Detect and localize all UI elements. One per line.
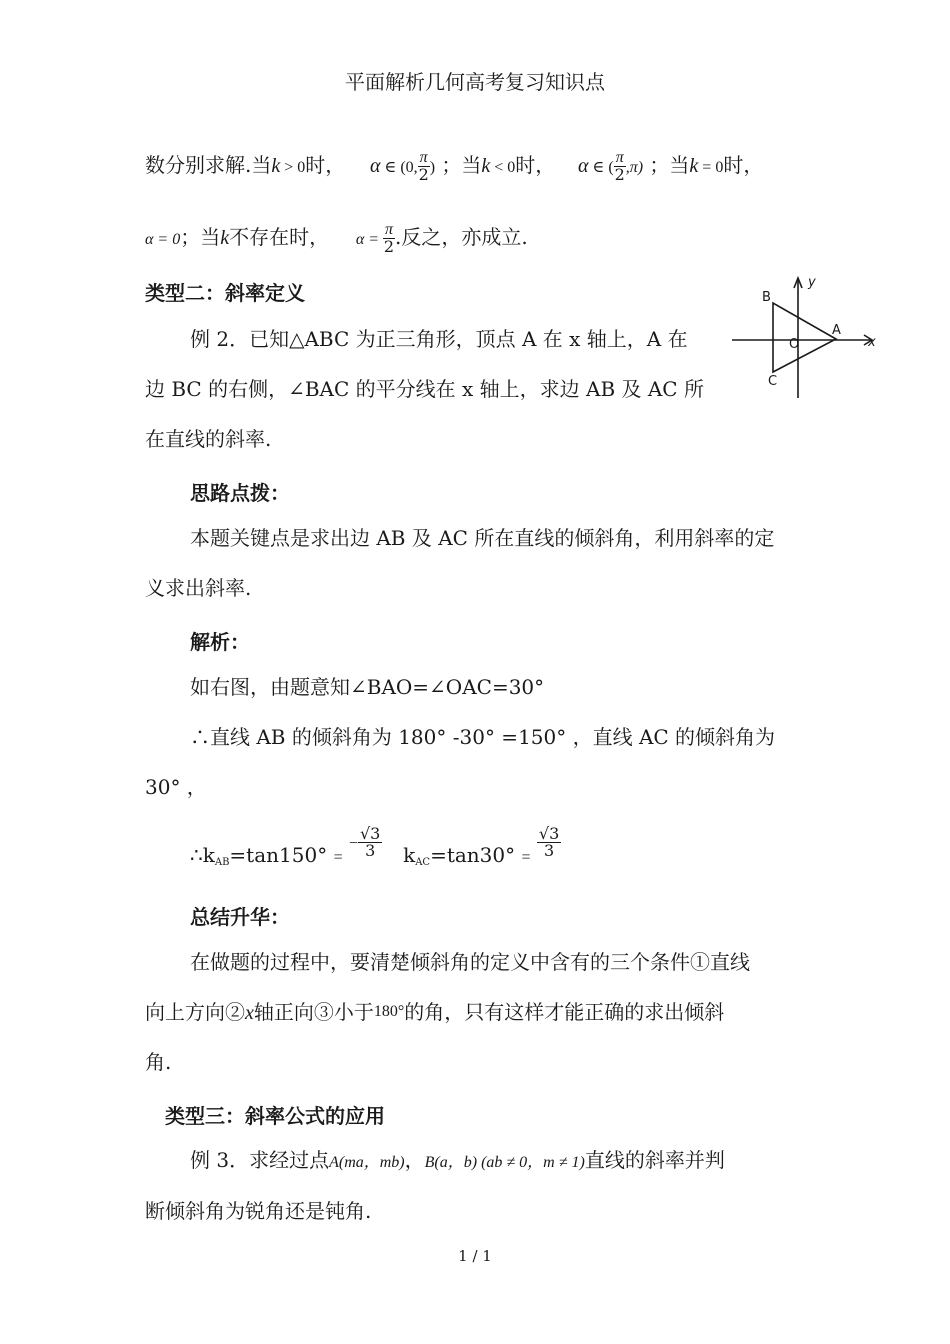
text-segment: ；当	[180, 225, 221, 249]
summary-title: 总结升华：	[190, 905, 290, 929]
example3-line1	[190, 1148, 725, 1175]
text-segment: 时，	[515, 153, 556, 177]
text-segment: =tan30°	[430, 843, 522, 867]
fraction-pi-over-2: $\frac{\pi}{2}$	[614, 149, 625, 184]
page-number: 1 / 1	[458, 1247, 492, 1265]
example2-line3: 在直线的斜率.	[145, 427, 272, 451]
text-segment: ；当	[441, 153, 482, 177]
text-segment: ∴k	[190, 843, 215, 867]
math-alpha: α	[578, 155, 589, 177]
math-close: ,π)	[625, 159, 644, 176]
section-title-type3: 类型三：斜率公式的应用	[165, 1104, 385, 1128]
text-line-2	[145, 212, 528, 265]
subscript-ac: AC	[415, 857, 431, 868]
math-close: )	[429, 159, 436, 176]
math-gt0: > 0	[280, 159, 306, 176]
math-alpha-eq: α =	[355, 231, 384, 248]
triangle-figure	[728, 268, 878, 403]
section-title-type2: 类型二：斜率定义	[145, 281, 305, 305]
math-x: x	[245, 1002, 254, 1024]
math-k: k	[220, 227, 230, 249]
text-line-1	[145, 140, 763, 193]
slope-formula-line	[190, 822, 561, 885]
fraction-pi-over-2: $\frac{\pi}{2}$	[418, 149, 429, 184]
text-segment: ，	[404, 1148, 425, 1172]
label-a: A	[832, 323, 841, 338]
text-segment: 例 3．求经过点	[190, 1148, 330, 1172]
analysis-line1: 如右图，由题意知∠BAO=∠OAC=30°	[190, 675, 545, 699]
example2-line1: 例 2．已知△ABC 为正三角形，顶点 A 在 x 轴上，A 在	[190, 327, 688, 351]
math-k: k	[689, 155, 699, 177]
text-segment: 的角，只有这样才能正确的求出倾斜	[404, 1000, 725, 1024]
math-k: k	[481, 155, 491, 177]
math-eq0: = 0	[698, 159, 724, 176]
text-segment: .反之，亦成立.	[395, 225, 528, 249]
summary-line1: 在做题的过程中，要清楚倾斜角的定义中含有的三个条件①直线	[190, 950, 750, 974]
math-interval: ∈ (0,	[380, 159, 418, 176]
text-segment: 向上方向②	[145, 1000, 245, 1024]
math-point-a: A(ma，mb)	[329, 1154, 405, 1171]
label-c: C	[768, 374, 778, 389]
fraction-sqrt3-over-3: $\frac{√3}{3}$	[359, 824, 381, 860]
math-point-b: B(a，b) (ab ≠ 0，m ≠ 1)	[424, 1154, 585, 1171]
fraction-pi-over-2: $\frac{\pi}{2}$	[383, 221, 395, 256]
text-segment: ；当	[649, 153, 690, 177]
text-segment: 轴正向③小于	[253, 1000, 374, 1024]
summary-line3: 角.	[145, 1050, 172, 1074]
math-eq: =	[521, 849, 531, 866]
text-segment: 直线的斜率并判	[584, 1148, 725, 1172]
math-180-degrees: 180°	[373, 1003, 405, 1020]
text-segment: 不存在时，	[229, 225, 330, 249]
example3-line2: 断倾斜角为锐角还是钝角.	[145, 1199, 372, 1223]
hint-title: 思路点拨：	[190, 481, 290, 505]
fraction-sqrt3-over-3: $\frac{√3}{3}$	[538, 824, 560, 860]
example2-line2: 边 BC 的右侧，∠BAC 的平分线在 x 轴上，求边 AB 及 AC 所	[145, 377, 704, 401]
summary-line2	[145, 1000, 724, 1025]
math-k: k	[271, 155, 281, 177]
math-alpha-eq0: α = 0	[145, 231, 181, 248]
label-b: B	[762, 290, 771, 305]
subscript-ab: AB	[214, 857, 230, 868]
analysis-line3: 30° ，	[145, 775, 207, 799]
label-y: y	[808, 275, 816, 290]
text-segment: k	[403, 843, 416, 867]
page-title: 平面解析几何高考复习知识点	[345, 70, 605, 94]
text-segment: =tan150°	[229, 843, 334, 867]
hint-line1: 本题关键点是求出边 AB 及 AC 所在直线的倾斜角，利用斜率的定	[190, 526, 775, 550]
math-lt0: < 0	[490, 159, 516, 176]
text-segment: 时，	[723, 153, 764, 177]
label-o: O	[789, 337, 800, 352]
hint-line2: 义求出斜率.	[145, 576, 252, 600]
label-x: x	[868, 335, 876, 350]
math-interval: ∈ (	[588, 159, 614, 176]
text-segment: 数分别求解.当	[145, 153, 272, 177]
text-segment: 时，	[305, 153, 346, 177]
math-alpha: α	[370, 155, 381, 177]
analysis-title: 解析：	[190, 630, 250, 654]
analysis-line2: ∴直线 AB 的倾斜角为 180° -30° =150° ，直线 AC 的倾斜角为	[190, 725, 776, 749]
math-eq: =	[333, 849, 343, 866]
math-minus: −	[348, 835, 358, 852]
triangle-abc	[773, 303, 836, 372]
